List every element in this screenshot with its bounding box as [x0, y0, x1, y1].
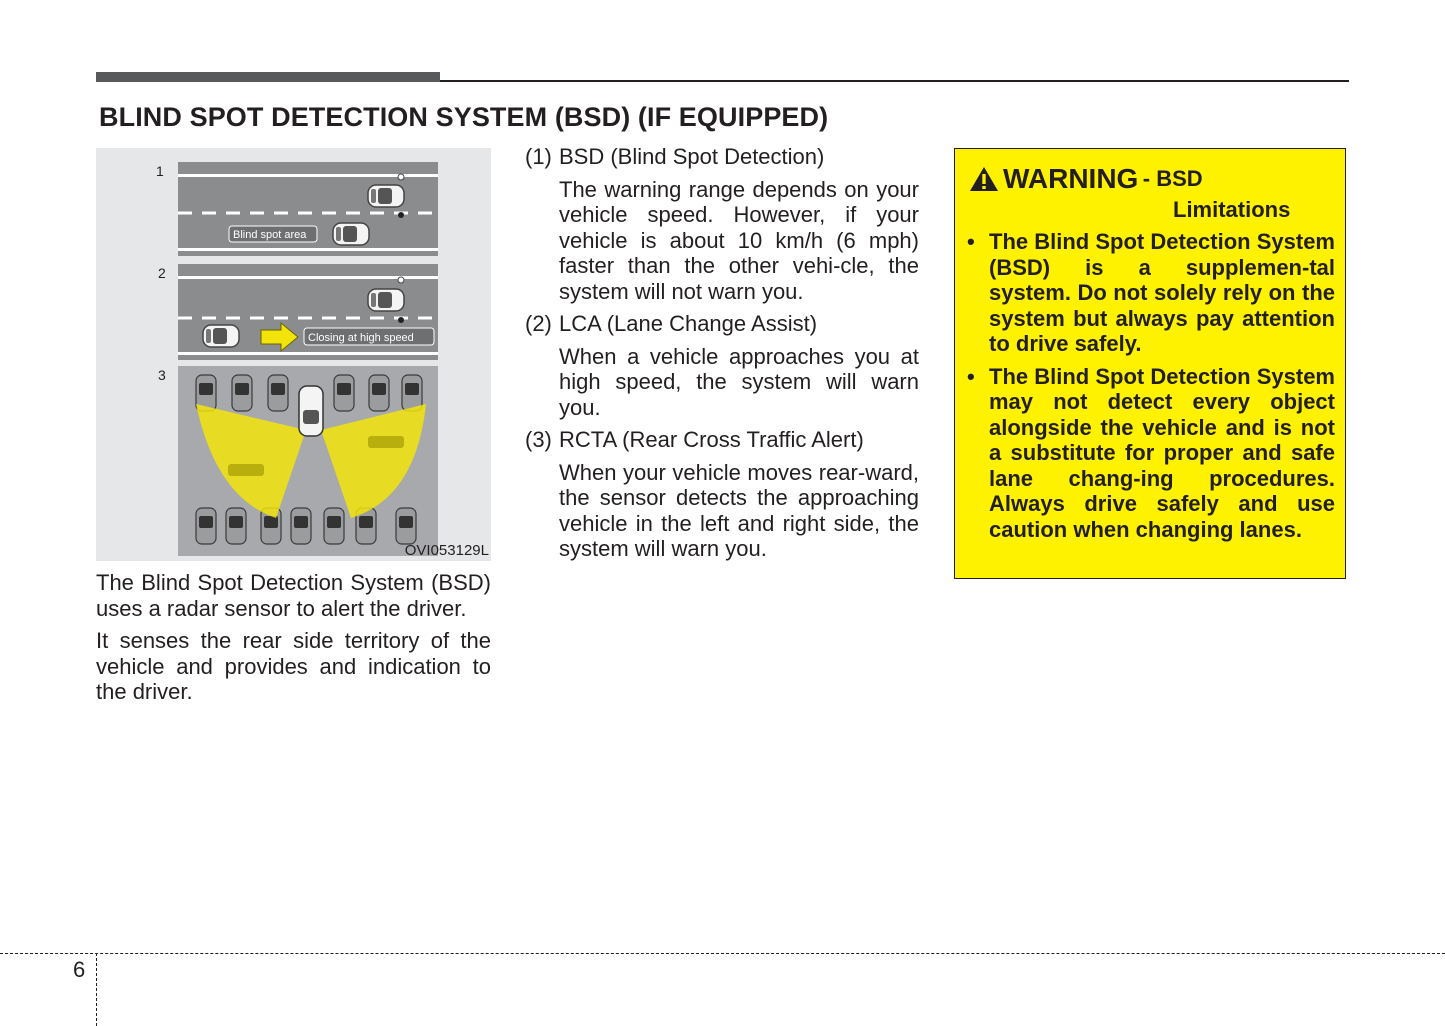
page-title: BLIND SPOT DETECTION SYSTEM (BSD) (IF EQUIPPED)	[99, 102, 829, 132]
mode-item	[525, 427, 919, 562]
mode-title: LCA (Lane Change Assist)	[559, 311, 818, 336]
mode-description: The warning range depends on your vehicle speed. However, if your vehicle is about 10 km/h (6 mph) faster than the other vehi-cle, the system will not warn you.	[559, 176, 919, 304]
mode-number: (1)	[525, 144, 552, 169]
warning-label: WARNING	[1003, 163, 1139, 194]
warning-item	[965, 229, 1335, 357]
warning-list	[965, 229, 1335, 549]
header-rule-thick	[96, 72, 440, 82]
label-blind-spot-area: Blind spot area	[233, 229, 307, 241]
warning-suffix: - BSD	[1142, 166, 1203, 191]
mode-item	[525, 311, 919, 420]
panel-label-3: 3	[158, 367, 166, 383]
warning-heading	[969, 163, 1203, 195]
mode-item	[525, 144, 919, 304]
footer-margin-rule	[96, 953, 97, 1026]
modes-list	[525, 144, 919, 569]
warning-item	[965, 364, 1335, 543]
mode-description: When a vehicle approaches you at high speed, the system will warn you.	[559, 343, 919, 420]
bsd-illustration	[96, 148, 491, 561]
warning-item-text: The Blind Spot Detection System may not detect every object alongside the vehicle and is not a substitute for proper and safe lane chang-ing procedures. Always drive safely and use caution when changing lanes.	[989, 363, 1335, 542]
intro-text	[96, 570, 491, 712]
bullet: •	[967, 229, 975, 254]
panel-label-2: 2	[158, 265, 166, 281]
warning-item-text: The Blind Spot Detection System (BSD) is a supplemen-tal system. Do not solely rely on the system but always pay attention to drive safely.	[989, 229, 1335, 356]
panel-label-1: 1	[156, 163, 164, 179]
mode-number: (3)	[525, 427, 552, 452]
own-vehicle	[299, 386, 323, 436]
intro-paragraph-1: The Blind Spot Detection System (BSD) uses a radar sensor to alert the driver.	[96, 570, 491, 621]
figure-code: OVI053129L	[404, 542, 489, 559]
warning-triangle-icon	[969, 166, 999, 192]
mode-description: When your vehicle moves rear-ward, the sensor detects the approaching vehicle in the left and right side, the system will warn you.	[559, 459, 919, 561]
page-number: 6	[73, 957, 86, 982]
warning-box	[954, 148, 1346, 579]
label-closing-high-speed: Closing at high speed	[308, 332, 414, 344]
mode-number: (2)	[525, 311, 552, 336]
mode-title: BSD (Blind Spot Detection)	[559, 144, 825, 169]
header-rule-thin	[440, 80, 1349, 82]
bullet: •	[967, 363, 975, 389]
bsd-diagram	[96, 148, 491, 561]
mode-title: RCTA (Rear Cross Traffic Alert)	[559, 427, 864, 452]
warning-subtitle: Limitations	[1173, 197, 1291, 222]
footer-rule	[0, 953, 1445, 954]
intro-paragraph-2: It senses the rear side territory of the vehicle and provides and indication to the driver.	[96, 628, 491, 704]
